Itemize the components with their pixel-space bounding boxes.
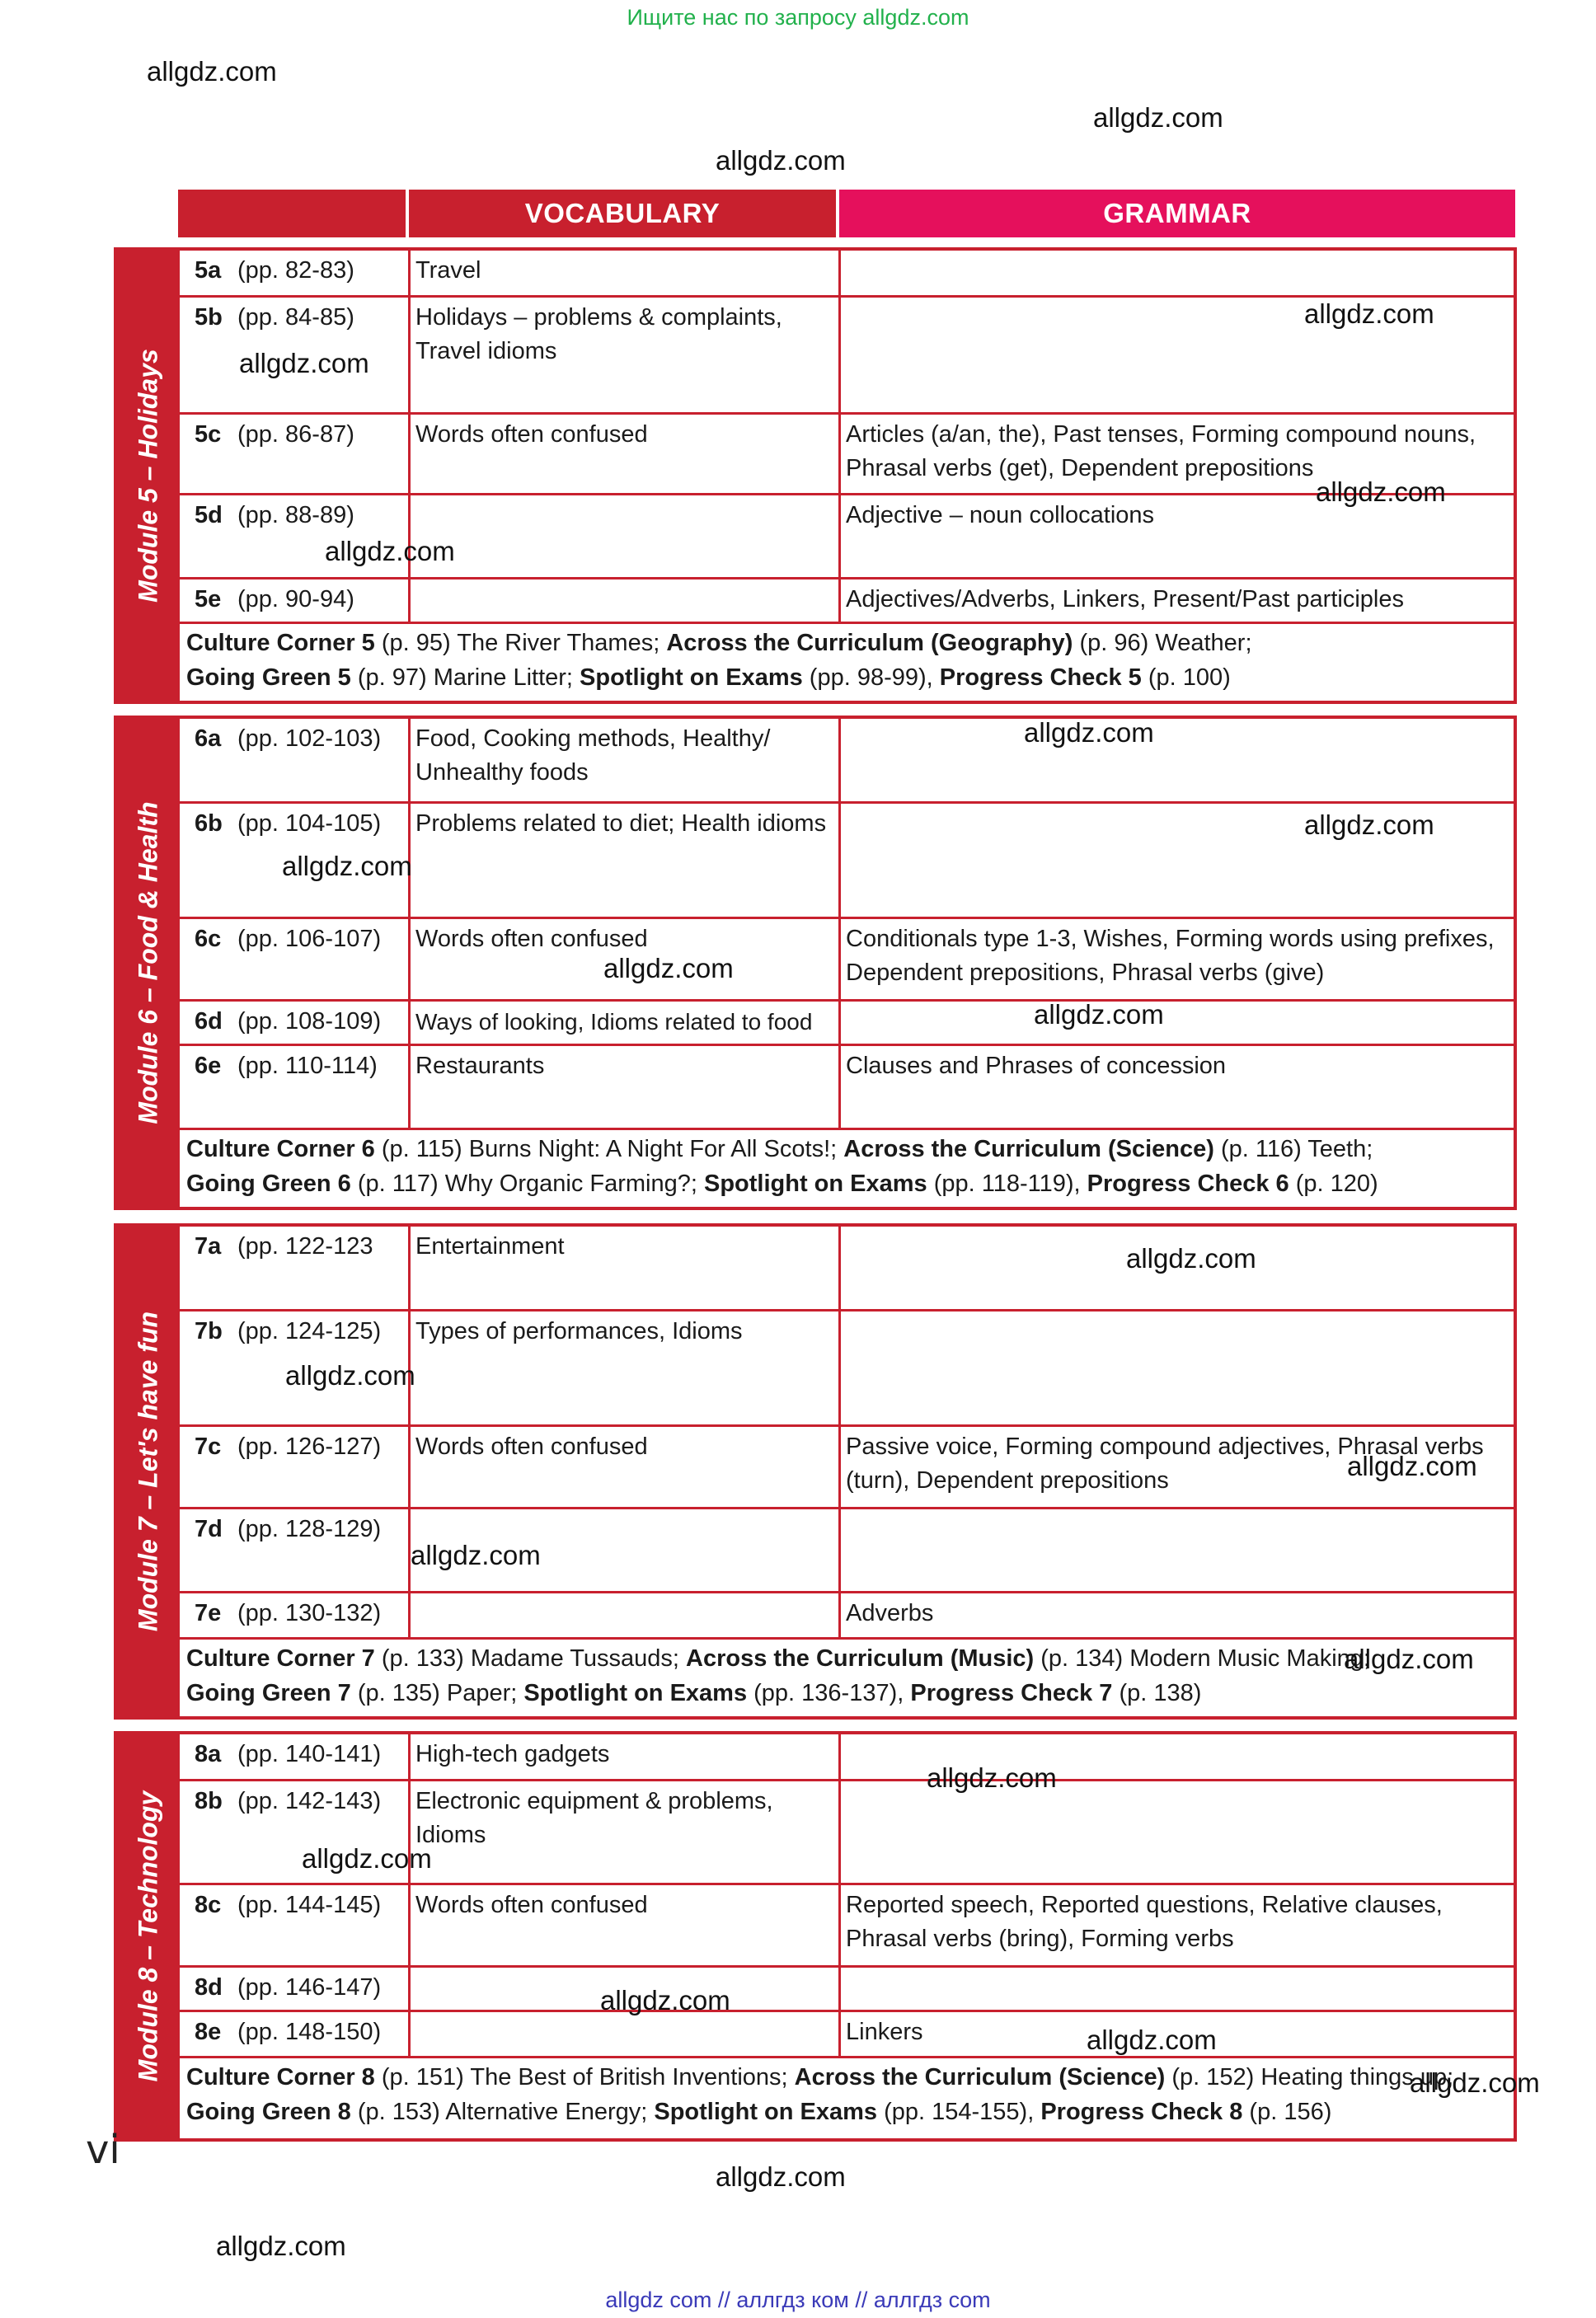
vocab-cell: Restaurants [411, 1046, 841, 1130]
going-green-label: Going Green 8 [186, 2099, 351, 2125]
vocabulary-header: VOCABULARY [409, 190, 836, 237]
lesson-pages: (pp. 104-105) [237, 810, 382, 837]
vocab-cell [411, 1593, 841, 1640]
lesson-code: 5d [195, 502, 223, 528]
watermark: allgdz.com [600, 1985, 730, 2015]
lesson-pages: (pp. 90-94) [237, 586, 354, 612]
watermark: allgdz.com [1093, 102, 1223, 133]
table-row [180, 1044, 1514, 1130]
grammar-cell: Passive voice, Forming compound adjectives, Phrasal verbs (turn), Dependent prepositions [846, 1434, 1484, 1494]
lesson-code: 6a [195, 725, 222, 752]
lesson-code: 7c [195, 1434, 222, 1460]
grammar-cell: Articles (a/an, the), Past tenses, Forming compound nouns, Phrasal verbs (get), Dependent prepositions [846, 421, 1476, 481]
culture-corner-text: (p. 133) Madame Tussauds; [374, 1645, 687, 1672]
watermark: allgdz.com [1126, 1243, 1256, 1274]
module-side-band [117, 251, 180, 701]
culture-corner-row [180, 622, 1514, 701]
watermark: allgdz.com [325, 536, 455, 566]
table-row [180, 1883, 1514, 1968]
module-8 [114, 1731, 1517, 2142]
lesson-code: 8c [195, 1892, 222, 1918]
table-row [180, 2010, 1514, 2058]
watermark: allgdz.com [1344, 1644, 1474, 1674]
table-row [180, 1965, 1514, 2012]
table-row [180, 917, 1514, 1002]
table-row [180, 1424, 1514, 1509]
lesson-pages: (pp. 110-114) [237, 1053, 378, 1079]
progress-check-text: (p. 100) [1141, 664, 1231, 691]
lesson-pages: (pp. 140-141) [237, 1741, 382, 1767]
lesson-pages: (pp. 148-150) [237, 2019, 382, 2045]
culture-corner-row [180, 1637, 1514, 1716]
watermark: allgdz.com [1087, 2025, 1217, 2055]
vocab-cell: High-tech gadgets [411, 1734, 841, 1779]
module-title: Module 6 – Food & Health [133, 801, 163, 1124]
lesson-code: 5e [195, 586, 222, 612]
watermark: allgdz.com [603, 953, 734, 983]
grammar-cell [841, 1312, 1514, 1427]
vocab-cell [411, 2012, 841, 2058]
spotlight-exams-label: Spotlight on Exams [523, 1680, 748, 1706]
vocab-cell: Words often confused [411, 1885, 841, 1968]
lesson-code: 8e [195, 2019, 222, 2045]
lesson-pages: (pp. 128-129) [237, 1516, 382, 1542]
culture-corner-row [180, 1128, 1514, 1207]
grammar-cell [841, 1002, 1514, 1046]
progress-check-label: Progress Check 6 [1087, 1171, 1289, 1197]
across-curriculum-text: (p. 134) Modern Music Making; [1034, 1645, 1370, 1672]
watermark: allgdz.com [716, 145, 846, 176]
lesson-code: 7b [195, 1318, 223, 1344]
spotlight-exams-text: (pp. 136-137), [747, 1680, 911, 1706]
watermark: allgdz.com [302, 1843, 432, 1874]
culture-corner-label: Culture Corner 7 [186, 1645, 375, 1672]
watermark: allgdz.com [239, 348, 369, 378]
watermark: allgdz.com [1034, 999, 1164, 1030]
vocab-cell: Travel [411, 251, 841, 295]
going-green-text: (p. 153) Alternative Energy; [350, 2099, 655, 2125]
lesson-pages: (pp. 130-132) [237, 1600, 382, 1626]
module-title: Module 7 – Let's have fun [133, 1311, 163, 1632]
across-curriculum-text: (p. 152) Heating things up; [1165, 2064, 1454, 2090]
going-green-label: Going Green 5 [186, 664, 351, 691]
table-row [180, 412, 1514, 495]
grammar-cell: Reported speech, Reported questions, Relative clauses, Phrasal verbs (bring), Forming verbs [846, 1892, 1443, 1952]
table-row [180, 251, 1514, 295]
culture-corner-label: Culture Corner 6 [186, 1136, 375, 1162]
lesson-pages: (pp. 86-87) [237, 421, 354, 448]
lesson-pages: (pp. 106-107) [237, 926, 382, 952]
progress-check-label: Progress Check 5 [939, 664, 1142, 691]
vocab-cell: Words often confused [411, 415, 841, 495]
watermark: allgdz.com [216, 2231, 346, 2261]
culture-corner-row [180, 2056, 1514, 2138]
watermark: allgdz.com [285, 1360, 415, 1391]
watermark: allgdz.com [282, 851, 412, 881]
lesson-code: 5b [195, 304, 223, 331]
lesson-pages: (pp. 88-89) [237, 502, 354, 528]
module-side-band [117, 719, 180, 1207]
grammar-cell: Clauses and Phrases of concession [846, 1053, 1227, 1079]
lesson-pages: (pp. 82-83) [237, 257, 354, 284]
lesson-pages: (pp. 126-127) [237, 1434, 382, 1460]
table-row [180, 1227, 1514, 1309]
watermark: allgdz.com [1304, 809, 1434, 840]
lesson-code: 8d [195, 1974, 223, 2001]
going-green-text: (p. 97) Marine Litter; [350, 664, 580, 691]
across-curriculum-label: Across the Curriculum (Science) [794, 2064, 1166, 2090]
across-curriculum-label: Across the Curriculum (Science) [843, 1136, 1214, 1162]
lesson-code: 6b [195, 810, 223, 837]
going-green-label: Going Green 7 [186, 1680, 351, 1706]
watermark: allgdz.com [716, 2161, 846, 2192]
across-curriculum-text: (p. 96) Weather; [1073, 630, 1252, 656]
lesson-pages: (pp. 108-109) [237, 1008, 382, 1035]
grammar-cell: Adjectives/Adverbs, Linkers, Present/Past participles [846, 586, 1404, 612]
spotlight-exams-label: Spotlight on Exams [704, 1171, 927, 1197]
culture-corner-text: (p. 151) The Best of British Inventions; [374, 2064, 795, 2090]
lesson-code: 5c [195, 421, 222, 448]
going-green-text: (p. 117) Why Organic Farming?; [350, 1171, 704, 1197]
module-side-band [117, 1734, 180, 2138]
grammar-cell: Linkers [846, 2019, 923, 2045]
watermark: allgdz.com [411, 1540, 541, 1570]
table-row [180, 1734, 1514, 1779]
grammar-cell [841, 1968, 1514, 2012]
progress-check-label: Progress Check 7 [910, 1680, 1113, 1706]
header-blank [178, 190, 406, 237]
lesson-pages: (pp. 102-103) [237, 725, 382, 752]
spotlight-exams-label: Spotlight on Exams [580, 664, 803, 691]
table-row [180, 1591, 1514, 1640]
module-7 [114, 1223, 1517, 1720]
culture-corner-label: Culture Corner 5 [186, 630, 375, 656]
lesson-pages: (pp. 142-143) [237, 1788, 382, 1814]
progress-check-text: (p. 120) [1289, 1171, 1378, 1197]
grammar-cell: Conditionals type 1-3, Wishes, Forming words using prefixes, Dependent prepositions, Phrasal verbs (give) [846, 926, 1495, 986]
watermark: allgdz.com [1316, 476, 1446, 507]
grammar-cell [841, 1509, 1514, 1593]
lesson-pages: (pp. 84-85) [237, 304, 354, 331]
vocab-cell: Words often confused [411, 919, 841, 1002]
vocab-cell: Electronic equipment & problems, Idioms [411, 1781, 841, 1885]
vocab-cell: Types of performances, Idioms [411, 1312, 841, 1427]
progress-check-text: (p. 138) [1112, 1680, 1202, 1706]
going-green-label: Going Green 6 [186, 1171, 351, 1197]
bottom-links: allgdz com // аллгдз ком // аллгдз com [605, 2288, 991, 2312]
table-row [180, 577, 1514, 624]
culture-corner-label: Culture Corner 8 [186, 2064, 375, 2090]
grammar-cell [841, 1781, 1514, 1885]
watermark: allgdz.com [927, 1762, 1057, 1793]
lesson-pages: (pp. 122-123 [237, 1233, 373, 1260]
vocab-cell [411, 580, 841, 624]
lesson-code: 5a [195, 257, 222, 284]
across-curriculum-text: (p. 116) Teeth; [1213, 1136, 1373, 1162]
vocab-cell: Words often confused [411, 1427, 841, 1509]
spotlight-exams-text: (pp. 98-99), [802, 664, 940, 691]
vocab-cell: Entertainment [411, 1227, 841, 1309]
table-row [180, 999, 1514, 1046]
lesson-code: 7d [195, 1516, 223, 1542]
lesson-pages: (pp. 146-147) [237, 1974, 382, 2001]
watermark: allgdz.com [1410, 2067, 1540, 2098]
grammar-header: GRAMMAR [839, 190, 1515, 237]
lesson-code: 7e [195, 1600, 222, 1626]
watermark: allgdz.com [1347, 1451, 1477, 1481]
vocab-cell: Ways of looking, Idioms related to food [411, 1002, 841, 1046]
across-curriculum-label: Across the Curriculum (Geography) [666, 630, 1073, 656]
page-number: vi [86, 2127, 120, 2173]
lesson-pages: (pp. 144-145) [237, 1892, 382, 1918]
spotlight-exams-text: (pp. 154-155), [877, 2099, 1041, 2125]
grammar-cell [841, 251, 1514, 295]
watermark: allgdz.com [1024, 717, 1154, 748]
spotlight-exams-label: Spotlight on Exams [654, 2099, 878, 2125]
lesson-code: 7a [195, 1233, 222, 1260]
module-title: Module 5 – Holidays [133, 349, 163, 603]
table-row [180, 719, 1514, 801]
module-side-band [117, 1227, 180, 1716]
culture-corner-text: (p. 95) The River Thames; [374, 630, 667, 656]
lesson-code: 6d [195, 1008, 223, 1035]
vocab-cell [411, 495, 841, 580]
spotlight-exams-text: (pp. 118-119), [927, 1171, 1087, 1197]
going-green-text: (p. 135) Paper; [350, 1680, 524, 1706]
vocab-cell: Food, Cooking methods, Healthy/ Unhealthy foods [411, 719, 841, 801]
lesson-code: 6c [195, 926, 222, 952]
table-row [180, 1507, 1514, 1593]
vocab-cell: Problems related to diet; Health idioms [411, 804, 841, 919]
lesson-pages: (pp. 124-125) [237, 1318, 382, 1344]
watermark: allgdz.com [147, 56, 277, 87]
across-curriculum-label: Across the Curriculum (Music) [686, 1645, 1035, 1672]
grammar-cell: Adjective – noun collocations [846, 502, 1155, 528]
module-title: Module 8 – Technology [133, 1790, 163, 2082]
vocab-cell: Holidays – problems & complaints, Travel idioms [411, 298, 841, 415]
lesson-code: 8b [195, 1788, 223, 1814]
module-6 [114, 716, 1517, 1210]
progress-check-label: Progress Check 8 [1040, 2099, 1243, 2125]
lesson-code: 6e [195, 1053, 222, 1079]
culture-corner-text: (p. 115) Burns Night: A Night For All Scots!; [374, 1136, 844, 1162]
grammar-cell [841, 719, 1514, 801]
watermark: allgdz.com [1304, 298, 1434, 329]
progress-check-text: (p. 156) [1242, 2099, 1332, 2125]
top-note: Ищите нас по запросу allgdz.com [627, 5, 969, 30]
lesson-code: 8a [195, 1741, 222, 1767]
grammar-cell: Adverbs [846, 1600, 934, 1626]
